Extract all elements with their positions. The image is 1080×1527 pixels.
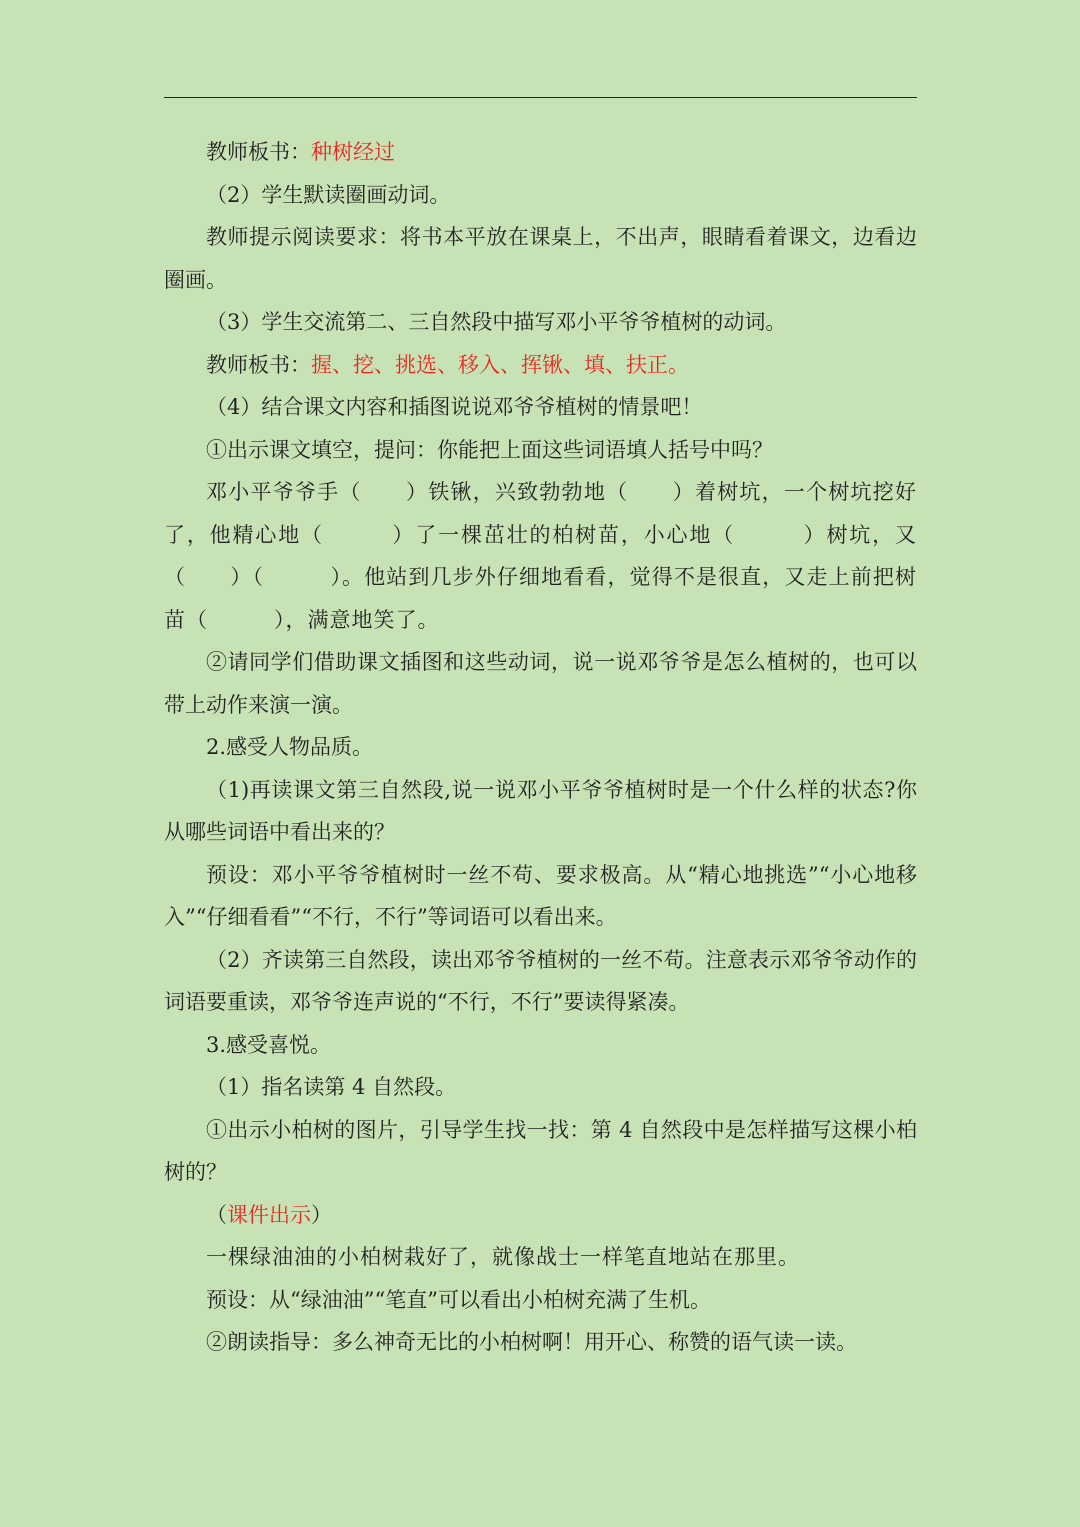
- section-heading-2: 2.感受人物品质。: [206, 735, 374, 759]
- paragraph-11: （1)再读课文第三自然段,说一说邓小平爷爷植树时是一个什么样的状态?你从哪些词语中看出来的？: [164, 777, 917, 844]
- paragraph-15: （1）指名读第 4 自然段。: [206, 1075, 457, 1099]
- board-verbs-red: 握、挖、挑选、移入、挥锹、填、扶正。: [311, 352, 689, 377]
- paragraph-board-writing-2: [164, 344, 917, 387]
- quoted-sentence: 一棵绿油油的小柏树栽好了，就像战士一样笔直地站在那里。: [206, 1245, 800, 1269]
- paragraph-16: ①出示小柏树的图片，引导学生找一找：第 4 自然段中是怎样描写这棵小柏树的？: [164, 1117, 917, 1184]
- paragraph-7: ①出示课文填空，提问：你能把上面这些词语填人括号中吗？: [206, 437, 773, 462]
- paragraph-19: 预设：从“绿油油”“笔直”可以看出小柏树充满了生机。: [206, 1287, 711, 1312]
- paragraph-4: （3）学生交流第二、三自然段中描写邓小平爷爷植树的动词。: [206, 310, 787, 334]
- board-text-red: 种树经过: [311, 140, 395, 164]
- paragraph-13: （2）齐读第三自然段，读出邓爷爷植树的一丝不苟。注意表示邓爷爷动作的词语要重读，邓爷爷连声说的“不行，不行”要读得紧凑。: [164, 947, 917, 1014]
- paragraph-20: ②朗读指导：多么神奇无比的小柏树啊！用开心、称赞的语气读一读。: [206, 1330, 857, 1354]
- fill-in-blank-passage: 邓小平爷爷手（ ）铁锹，兴致勃勃地（ ）着树坑，一个树坑挖好了，他精心地（ ）了一棵茁壮的柏树苗，小心地（ ）树坑，又（ ）（ ）。他站到几步外仔细地看看，觉得不是很直，又走上前把树苗（ ），满意地笑了。: [164, 480, 917, 632]
- paragraph-9: ②请同学们借助课文插图和这些动词，说一说邓爷爷是怎么植树的，也可以带上动作来演一演。: [164, 650, 917, 717]
- board-label: 教师板书：: [206, 140, 311, 164]
- board-label: 教师板书：: [206, 352, 311, 377]
- lesson-content: [164, 131, 917, 1364]
- header-rule: [164, 97, 917, 98]
- paragraph-3: 教师提示阅读要求：将书本平放在课桌上，不出声，眼睛看着课文，边看边圈画。: [164, 225, 917, 292]
- paragraph-board-writing-1: [164, 131, 917, 174]
- courseware-label-red: 课件出示: [227, 1202, 311, 1227]
- paragraph-2: （2）学生默读圈画动词。: [206, 182, 451, 207]
- paragraph-12: 预设：邓小平爷爷植树时一丝不苟、要求极高。从“精心地挑选”“小心地移入”“仔细看看”“不行，不行”等词语可以看出来。: [164, 862, 917, 929]
- courseware-note: （课件出示）: [206, 1202, 332, 1227]
- section-heading-3: 3.感受喜悦。: [206, 1032, 332, 1057]
- paragraph-6: （4）结合课文内容和插图说说邓爷爷植树的情景吧！: [206, 395, 703, 419]
